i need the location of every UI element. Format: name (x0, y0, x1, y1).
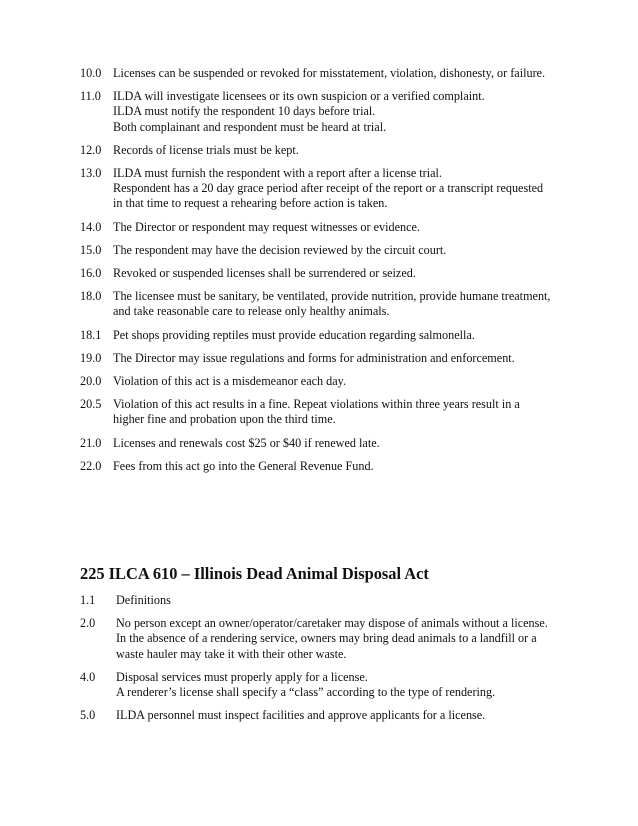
item-text-line: Licenses can be suspended or revoked for misstatement, violation, dishonesty, or failure. (113, 66, 546, 80)
item-text-line: The respondent may have the decision reviewed by the circuit court. (113, 242, 447, 257)
item-text (116, 616, 580, 662)
item-number: 1.1 (80, 593, 96, 607)
section1-list (80, 66, 580, 482)
item-number: 18.0 (80, 289, 102, 304)
item-number: 22.0 (80, 458, 102, 473)
item-text-line: The Director or respondent may request witnesses or evidence. (113, 219, 420, 234)
item-text-line: No person except an owner/operator/caretaker may dispose of animals without a license. (116, 616, 548, 631)
item-number: 10.0 (80, 66, 102, 80)
item-text (113, 351, 580, 366)
item-text-line: Revoked or suspended licenses shall be surrendered or seized. (113, 266, 416, 281)
item-number: 5.0 (80, 708, 96, 723)
item-text (116, 593, 580, 608)
item-text-line: In the absence of a rendering service, owners may bring dead animals to a landfill or a (116, 631, 537, 646)
item-text-line: ILDA must furnish the respondent with a report after a license trial. (113, 166, 442, 181)
item-text-line: A renderer’s license shall specify a “class” according to the type of rendering. (116, 685, 496, 700)
item-text (116, 708, 580, 723)
list-item (80, 166, 580, 212)
list-item (80, 351, 580, 366)
item-text-line: Records of license trials must be kept. (113, 142, 299, 157)
item-text-line: ILDA must notify the respondent 10 days before trial. (113, 104, 376, 119)
item-number: 2.0 (80, 616, 96, 631)
list-item (80, 670, 580, 700)
item-text (113, 89, 580, 135)
item-text (116, 670, 580, 700)
item-text (113, 220, 580, 235)
item-text-line: Respondent has a 20 day grace period after receipt of the report or a transcript requested (113, 181, 544, 196)
item-number: 12.0 (80, 142, 102, 157)
list-item (80, 708, 580, 723)
item-text-line: The Director may issue regulations and forms for administration and enforcement. (113, 350, 515, 365)
item-number: 20.0 (80, 374, 102, 389)
item-text (113, 166, 580, 212)
item-text-line: Violation of this act results in a fine. Repeat violations within three years result in a (113, 397, 520, 412)
list-item (80, 436, 580, 451)
list-item (80, 616, 580, 662)
section-heading: 225 ILCA 610 – Illinois Dead Animal Disposal Act (80, 564, 429, 583)
item-number: 11.0 (80, 89, 101, 104)
list-item (80, 593, 580, 608)
item-text-line: Fees from this act go into the General Revenue Fund. (113, 458, 374, 473)
item-number: 21.0 (80, 435, 102, 450)
item-text (113, 266, 580, 281)
item-text-line: ILDA will investigate licensees or its own suspicion or a verified complaint. (113, 89, 485, 104)
list-item (80, 289, 580, 319)
item-number: 13.0 (80, 166, 102, 181)
item-text-line: ILDA personnel must inspect facilities and approve applicants for a license. (116, 708, 486, 723)
list-item (80, 328, 580, 343)
section2-list (80, 593, 580, 731)
item-text-line: in that time to request a rehearing before action is taken. (113, 196, 388, 211)
list-item (80, 66, 580, 81)
list-item (80, 143, 580, 158)
item-text-line: Violation of this act is a misdemeanor each day. (113, 374, 347, 389)
item-text-line: Both complainant and respondent must be heard at trial. (113, 119, 387, 134)
list-item (80, 243, 580, 258)
item-text-line: Definitions (116, 593, 171, 607)
item-number: 4.0 (80, 669, 96, 684)
item-text-line: Disposal services must properly apply for a license. (116, 669, 368, 684)
item-text (113, 374, 580, 389)
item-text (113, 66, 580, 81)
item-number: 20.5 (80, 397, 102, 412)
item-text (113, 436, 580, 451)
list-item (80, 220, 580, 235)
list-item (80, 374, 580, 389)
list-item (80, 459, 580, 474)
item-text-line: The licensee must be sanitary, be ventilated, provide nutrition, provide humane treatment, (113, 289, 551, 304)
item-number: 15.0 (80, 242, 102, 257)
item-text (113, 243, 580, 258)
item-text-line: and take reasonable care to release only healthy animals. (113, 304, 390, 319)
item-number: 18.1 (80, 327, 102, 342)
item-text (113, 289, 580, 319)
item-text (113, 459, 580, 474)
list-item (80, 397, 580, 427)
item-number: 16.0 (80, 266, 102, 281)
list-item (80, 89, 580, 135)
item-text (113, 143, 580, 158)
item-text-line: Licenses and renewals cost $25 or $40 if renewed late. (113, 435, 380, 450)
item-text-line: higher fine and probation upon the third time. (113, 412, 336, 427)
item-number: 19.0 (80, 350, 102, 365)
item-text-line: waste hauler may take it with their other waste. (116, 646, 347, 661)
item-text (113, 328, 580, 343)
item-text-line: Pet shops providing reptiles must provide education regarding salmonella. (113, 327, 475, 342)
item-text (113, 397, 580, 427)
list-item (80, 266, 580, 281)
item-number: 14.0 (80, 219, 102, 234)
